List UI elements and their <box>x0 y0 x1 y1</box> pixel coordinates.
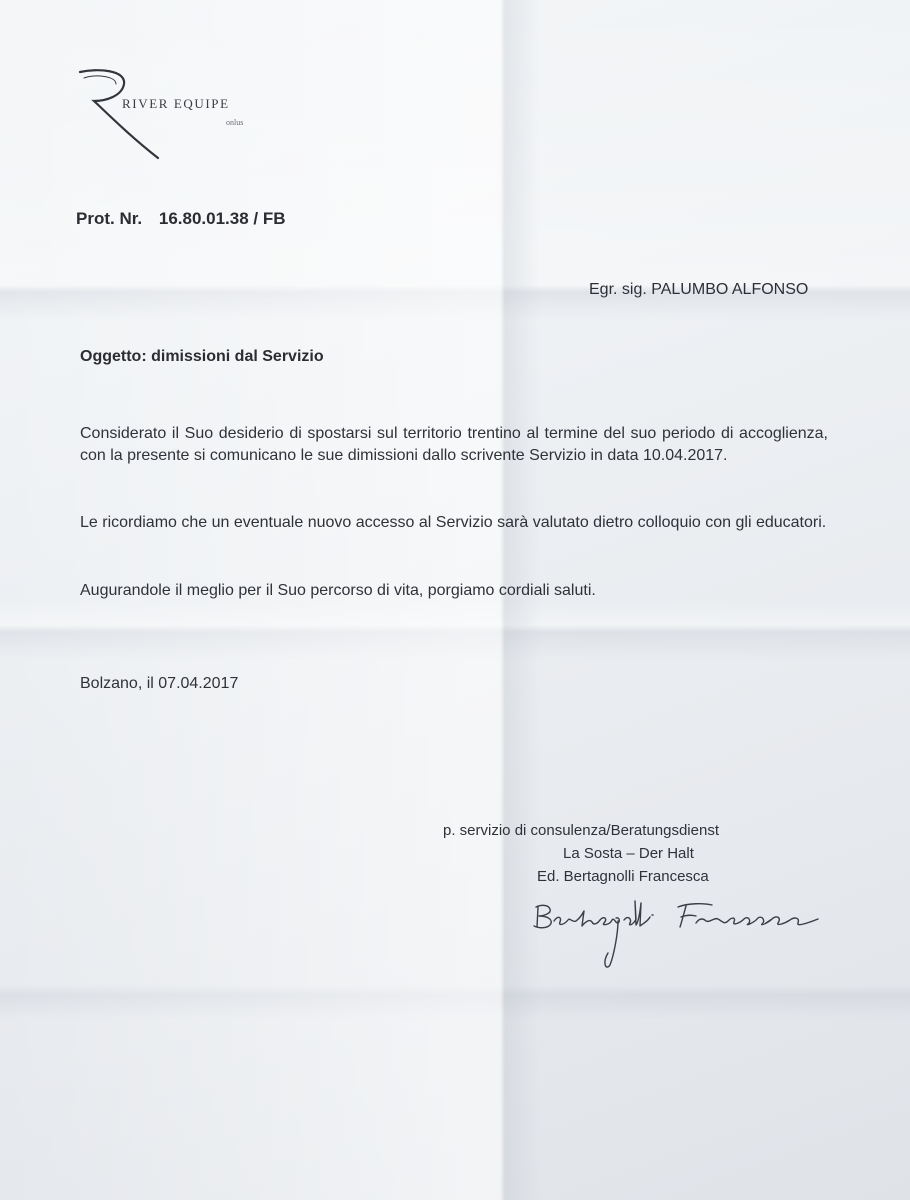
logo-swoosh-icon <box>78 68 278 168</box>
signatory-name: Ed. Bertagnolli Francesca <box>537 868 709 885</box>
recipient-address: Egr. sig. PALUMBO ALFONSO <box>589 281 809 298</box>
protocol-number <box>76 209 286 229</box>
logo-org-name: RIVER EQUIPE <box>122 96 230 111</box>
handwritten-signature <box>528 893 838 973</box>
logo-org-suffix: onlus <box>226 118 244 127</box>
place-and-date: Bolzano, il 07.04.2017 <box>80 675 239 692</box>
subject-line <box>80 348 324 366</box>
signatory-block <box>440 819 820 888</box>
subject-label: Oggetto: <box>80 348 147 365</box>
body-paragraph-3: Augurandole il meglio per il Suo percorso di vita, porgiamo cordiali saluti. <box>80 582 596 599</box>
protocol-label: Prot. Nr. <box>76 209 143 228</box>
protocol-value: 16.80.01.38 / FB <box>158 209 286 228</box>
body-paragraph-2: Le ricordiamo che un eventuale nuovo accesso al Servizio sarà valutato dietro colloquio con gli educatori. <box>80 514 827 531</box>
body-paragraph-1: Considerato il Suo desiderio di spostarsi sul territorio trentino al termine del suo periodo di accoglienza, con la presente si comunicano le sue dimissioni dallo scrivente Servizio in data 10.04.2017. <box>80 425 828 464</box>
subject-text: dimissioni dal Servizio <box>151 348 324 365</box>
signatory-service: La Sosta – Der Halt <box>563 845 694 862</box>
river-equipe-logo <box>78 68 278 168</box>
signatory-department: p. servizio di consulenza/Beratungsdienst <box>443 822 719 839</box>
